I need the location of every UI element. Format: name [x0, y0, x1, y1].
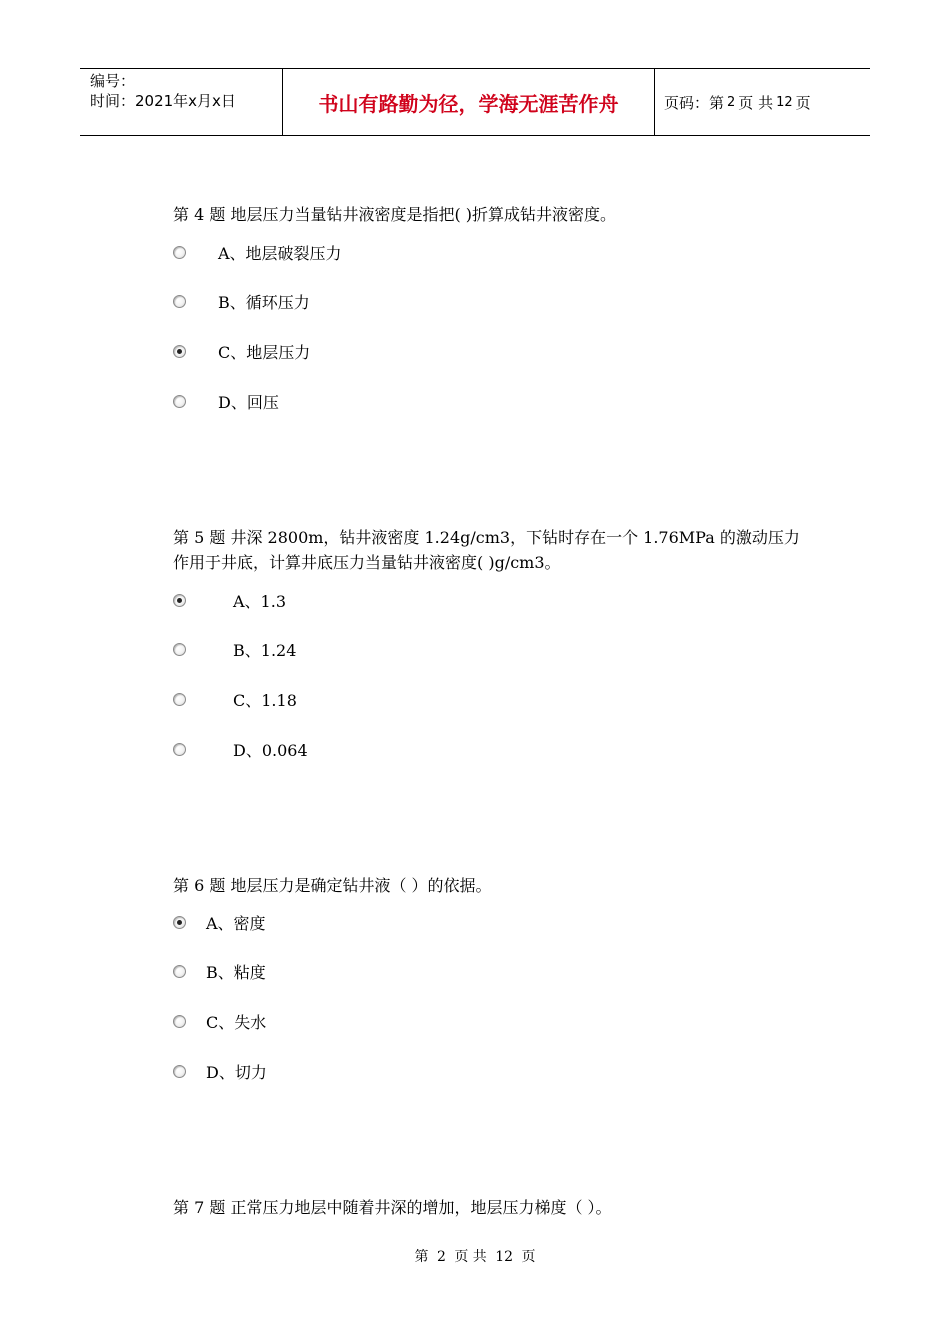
question-6-option-c[interactable] [173, 1009, 266, 1033]
footer-current-page: 2 [436, 1249, 446, 1265]
radio-button-icon[interactable] [173, 1065, 186, 1078]
header-meta [80, 69, 282, 135]
question-4-text: 第 4 题 地层压力当量钻井液密度是指把( )折算成钻井液密度。 [173, 205, 617, 224]
option-label: D、回压 [218, 392, 279, 412]
header-page-current: 2 [727, 94, 736, 110]
question-5-option-b[interactable] [173, 637, 296, 661]
radio-button-checked-icon[interactable] [173, 594, 186, 607]
radio-button-icon[interactable] [173, 395, 186, 408]
question-6-option-d[interactable] [173, 1059, 267, 1083]
option-label: A、1.3 [233, 591, 287, 611]
header-page-mid: 页 共 [738, 93, 774, 112]
page-footer [0, 1246, 950, 1266]
question-5-option-c[interactable] [173, 687, 297, 711]
radio-button-checked-icon[interactable] [173, 916, 186, 929]
footer-mid: 页 共 [454, 1249, 487, 1265]
radio-button-icon[interactable] [173, 743, 186, 756]
header-motto: 书山有路勤为径，学海无涯苦作舟 [282, 69, 655, 135]
question-5-text: 第 5 题 井深 2800m，钻井液密度 1.24g/cm3，下钻时存在一个 1.76MPa 的激动压力作用于井底，计算井底压力当量钻井液密度( )g/cm3。 [173, 528, 800, 572]
option-label: A、地层破裂压力 [218, 243, 342, 263]
option-label: C、失水 [206, 1012, 267, 1032]
option-label: B、粘度 [206, 962, 266, 982]
radio-button-icon[interactable] [173, 643, 186, 656]
question-4-option-b[interactable] [173, 289, 310, 313]
question-5-option-d[interactable] [173, 737, 308, 761]
header-page-total: 12 [776, 94, 793, 110]
radio-button-icon[interactable] [173, 693, 186, 706]
question-6-text: 第 6 题 地层压力是确定钻井液（ ）的依据。 [173, 876, 492, 895]
question-5-option-a[interactable] [173, 588, 286, 612]
option-label: B、循环压力 [218, 292, 310, 312]
radio-button-icon[interactable] [173, 965, 186, 978]
document-number-label: 编号： [90, 72, 136, 90]
radio-button-checked-icon[interactable] [173, 345, 186, 358]
question-7-text: 第 7 题 正常压力地层中随着井深的增加，地层压力梯度（ ）。 [173, 1198, 612, 1217]
question-4-option-c[interactable] [173, 339, 310, 363]
option-label: D、0.064 [233, 740, 308, 760]
question-6-option-a[interactable] [173, 910, 266, 934]
page-header [80, 68, 870, 136]
question-6-option-b[interactable] [173, 959, 266, 983]
radio-button-icon[interactable] [173, 295, 186, 308]
option-label: C、1.18 [233, 690, 297, 710]
header-page-number [655, 69, 870, 135]
question-4-option-a[interactable] [173, 240, 342, 264]
footer-suffix: 页 [521, 1249, 536, 1265]
option-label: B、1.24 [233, 640, 297, 660]
document-time-label: 时间：2021年x月x日 [90, 92, 236, 110]
question-4-option-d[interactable] [173, 389, 279, 413]
radio-button-icon[interactable] [173, 246, 186, 259]
footer-total-pages: 12 [495, 1249, 514, 1265]
header-page-suffix: 页 [795, 93, 811, 112]
option-label: D、切力 [206, 1062, 267, 1082]
radio-button-icon[interactable] [173, 1015, 186, 1028]
option-label: A、密度 [206, 913, 266, 933]
option-label: C、地层压力 [218, 342, 311, 362]
header-page-prefix: 页码：第 [664, 93, 725, 112]
footer-prefix: 第 [414, 1249, 429, 1265]
